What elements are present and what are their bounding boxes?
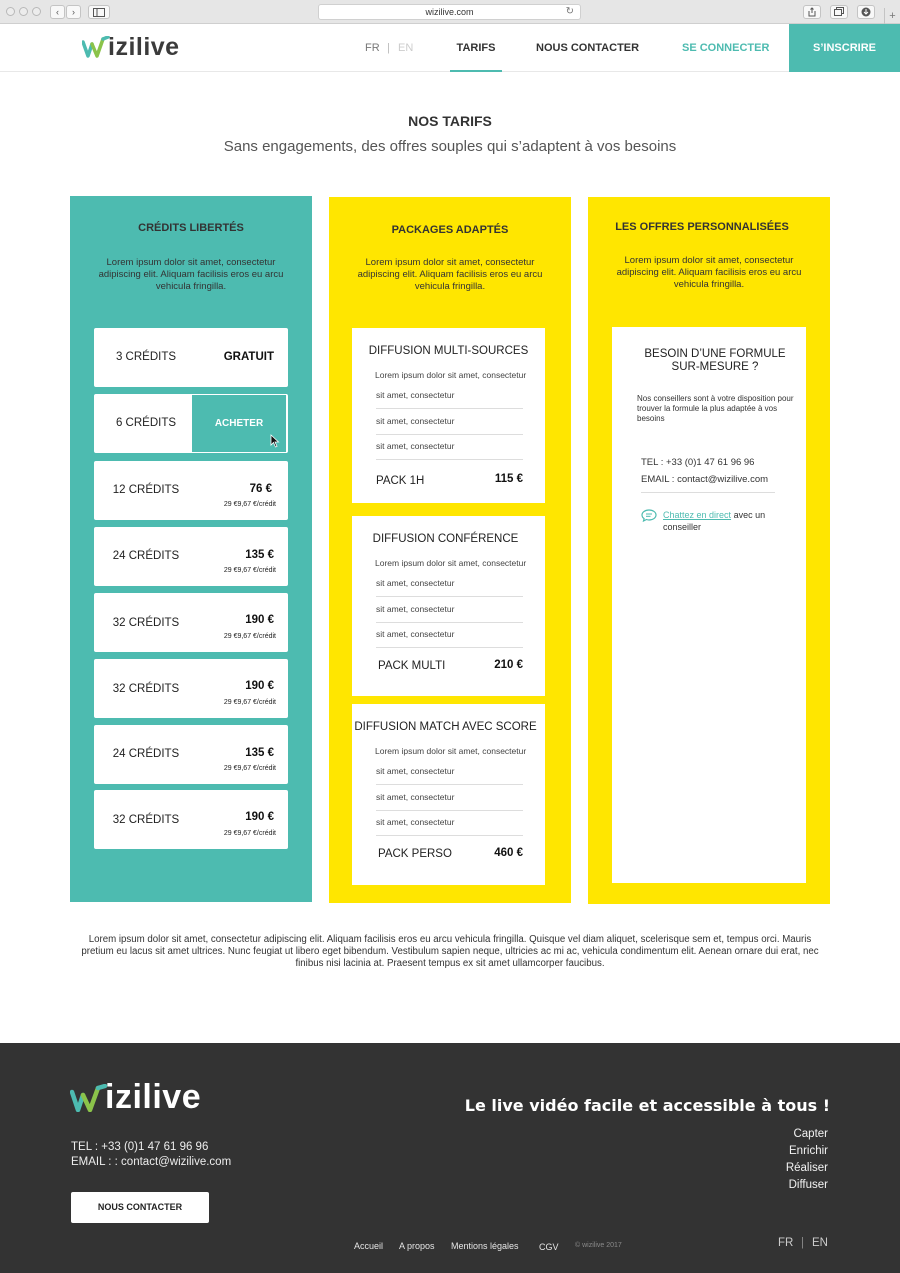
share-icon — [808, 7, 816, 17]
site-footer — [0, 1043, 900, 1273]
footer-lang-en[interactable]: EN — [812, 1237, 828, 1249]
new-tab-button[interactable]: + — [884, 8, 900, 24]
footer-email[interactable]: EMAIL : : contact@wizilive.com — [71, 1156, 232, 1168]
sidebar-icon — [93, 8, 105, 17]
credit-price: 190 € — [245, 680, 274, 692]
credits-title: CRÉDITS LIBERTÉS — [138, 222, 244, 234]
package-card[interactable] — [352, 704, 545, 885]
credit-option — [94, 394, 288, 453]
page-subtitle: Sans engagements, des offres souples qui s’adaptent à vos besoins — [223, 138, 677, 155]
credit-label: 3 CRÉDITS — [115, 351, 177, 363]
chat-link[interactable]: Chattez en direct — [663, 510, 732, 520]
footer-service-link[interactable]: Capter — [793, 1128, 828, 1140]
site-header — [0, 24, 900, 72]
package-feature: sit amet, consectetur — [376, 817, 523, 836]
buy-button[interactable]: ACHETER — [191, 394, 287, 453]
custom-title: LES OFFRES PERSONNALISÉES — [615, 221, 789, 233]
logo-mark-icon — [82, 36, 110, 58]
footer-tel: TEL : +33 (0)1 47 61 96 96 — [71, 1141, 209, 1153]
footer-service-link[interactable]: Diffuser — [788, 1179, 828, 1191]
package-feature: Lorem ipsum dolor sit amet, consectetur — [375, 370, 527, 380]
lang-en-link[interactable]: EN — [398, 42, 414, 54]
window-zoom-button[interactable] — [32, 7, 41, 16]
credits-description: Lorem ipsum dolor sit amet, consectetur adipiscing elit. Aliquam facilisis eros eu arcu vehicula fringilla. — [98, 257, 284, 292]
nav-login[interactable]: SE CONNECTER — [682, 42, 770, 54]
chat-text-rest: avec un conseiller — [663, 510, 766, 532]
packages-description: Lorem ipsum dolor sit amet, consectetur adipiscing elit. Aliquam facilisis eros eu arcu vehicula fringilla. — [357, 257, 543, 292]
package-feature: sit amet, consectetur — [376, 766, 523, 785]
custom-offer-card — [612, 327, 806, 883]
package-feature: sit amet, consectetur — [376, 792, 523, 811]
credit-option[interactable] — [94, 725, 288, 784]
credit-price: 190 € — [245, 811, 274, 823]
credit-option[interactable] — [94, 593, 288, 652]
credit-option[interactable] — [94, 790, 288, 849]
credits-column — [70, 196, 312, 902]
credit-label: 12 CRÉDITS — [112, 484, 180, 496]
footer-tagline: Le live vidéo facile et accessible à tous ! — [464, 1096, 830, 1115]
footer-lang-fr[interactable]: FR — [778, 1237, 794, 1249]
packages-column — [329, 197, 571, 903]
credit-label: 6 CRÉDITS — [115, 417, 177, 429]
credit-unit-price: 29 €9,67 €/crédit — [223, 699, 276, 706]
downloads-button[interactable] — [857, 5, 875, 19]
package-title: DIFFUSION CONFÉRENCE — [372, 533, 519, 545]
page-title: NOS TARIFS — [408, 113, 492, 129]
credit-unit-price: 29 €9,67 €/crédit — [223, 830, 276, 837]
footer-link-mentions[interactable]: Mentions légales — [451, 1241, 519, 1251]
package-feature: sit amet, consectetur — [376, 604, 523, 623]
credit-unit-price: 29 €9,67 €/crédit — [223, 501, 276, 508]
package-title: DIFFUSION MATCH AVEC SCORE — [354, 721, 537, 733]
credit-label: 24 CRÉDITS — [112, 748, 180, 760]
footer-copyright: © wizilive 2017 — [575, 1242, 622, 1249]
forward-button[interactable]: › — [66, 5, 81, 19]
nav-contact[interactable]: NOUS CONTACTER — [536, 42, 640, 54]
nav-tarifs[interactable]: TARIFS — [450, 24, 502, 72]
lang-fr-link[interactable]: FR — [365, 42, 380, 54]
package-feature: sit amet, consectetur — [376, 416, 523, 435]
sidebar-toggle-button[interactable] — [88, 5, 110, 19]
cursor-icon — [270, 434, 280, 448]
credit-price: 76 € — [249, 483, 272, 495]
credit-label: 24 CRÉDITS — [112, 550, 180, 562]
package-feature: Lorem ipsum dolor sit amet, consectetur — [375, 558, 527, 568]
credit-price: 190 € — [245, 614, 274, 626]
credit-price: 135 € — [245, 747, 274, 759]
package-name: PACK 1H — [376, 475, 425, 487]
window-close-button[interactable] — [6, 7, 15, 16]
credit-option[interactable] — [94, 659, 288, 718]
footer-lang-separator: | — [801, 1237, 804, 1249]
address-bar[interactable] — [318, 4, 581, 20]
download-icon — [861, 7, 871, 17]
package-price: 115 € — [494, 473, 523, 485]
footer-service-link[interactable]: Réaliser — [785, 1162, 828, 1174]
footer-logo[interactable] — [70, 1078, 240, 1116]
package-feature: sit amet, consectetur — [376, 390, 523, 409]
credit-option[interactable] — [94, 328, 288, 387]
package-name: PACK PERSO — [378, 848, 452, 860]
custom-card-text: Nos conseillers sont à votre disposition pour trouver la formule la plus adaptée à vos besoins — [637, 394, 794, 423]
custom-email[interactable]: EMAIL : contact@wizilive.com — [641, 474, 775, 493]
credit-price: GRATUIT — [223, 351, 274, 363]
package-card[interactable] — [352, 516, 545, 696]
credit-label: 32 CRÉDITS — [112, 617, 180, 629]
logo-text: izilive — [108, 33, 180, 61]
footer-link-accueil[interactable]: Accueil — [354, 1241, 384, 1251]
package-card[interactable] — [352, 328, 545, 503]
back-button[interactable]: ‹ — [50, 5, 65, 19]
browser-toolbar — [0, 0, 900, 24]
share-button[interactable] — [803, 5, 821, 19]
custom-description: Lorem ipsum dolor sit amet, consectetur adipiscing elit. Aliquam facilisis eros eu arcu vehicula fringilla. — [616, 255, 802, 290]
credit-label: 32 CRÉDITS — [112, 814, 180, 826]
tabs-button[interactable] — [830, 5, 848, 19]
custom-card-title: BESOIN D’UNE FORMULE SUR-MESURE ? — [644, 348, 786, 373]
site-logo[interactable] — [82, 33, 212, 63]
custom-tel: TEL : +33 (0)1 47 61 96 96 — [641, 457, 755, 468]
body-paragraph: Lorem ipsum dolor sit amet, consectetur adipiscing elit. Aliquam facilisis eros eu arcu vehicula fringilla. Quisque vel diam aliquet, scelerisque sem et, tempus orci. Mauris pretium eu lacus sit amet ultrices. Nunc feugiat ut libero eget bibendum. Vestibulum sapien neque, ultricies ac mi ac, vehicula condimentum elit. Aenean ornare dui erat, nec finibus nisi lacinia at. Praesent tempus ex sit amet ullamcorper faucibus. — [81, 934, 819, 969]
logo-mark-icon — [70, 1084, 108, 1112]
credit-unit-price: 29 €9,67 €/crédit — [223, 765, 276, 772]
chat-text — [663, 509, 783, 533]
package-feature: sit amet, consectetur — [376, 629, 523, 648]
url-text: wizilive.com — [425, 7, 474, 17]
package-price: 460 € — [494, 847, 523, 859]
package-feature: sit amet, consectetur — [376, 441, 523, 460]
chat-icon — [641, 509, 657, 522]
credit-option[interactable] — [94, 461, 288, 520]
packages-title: PACKAGES ADAPTÉS — [391, 224, 509, 236]
credit-option[interactable] — [94, 527, 288, 586]
credit-price: 135 € — [245, 549, 274, 561]
credit-unit-price: 29 €9,67 €/crédit — [223, 567, 276, 574]
window-minimize-button[interactable] — [19, 7, 28, 16]
package-feature: Lorem ipsum dolor sit amet, consectetur — [375, 746, 527, 756]
package-name: PACK MULTI — [378, 660, 446, 672]
footer-link-cgv[interactable]: CGV — [539, 1242, 559, 1252]
credit-unit-price: 29 €9,67 €/crédit — [223, 633, 276, 640]
footer-contact-button[interactable]: NOUS CONTACTER — [71, 1192, 209, 1223]
footer-service-link[interactable]: Enrichir — [789, 1145, 828, 1157]
lang-separator: | — [387, 42, 390, 54]
package-feature: sit amet, consectetur — [376, 578, 523, 597]
tabs-icon — [834, 7, 844, 16]
footer-link-apropos[interactable]: A propos — [399, 1241, 435, 1251]
custom-offers-column — [588, 197, 830, 904]
footer-logo-text: izilive — [105, 1078, 202, 1116]
reload-icon[interactable]: ↻ — [565, 6, 574, 17]
package-price: 210 € — [494, 659, 523, 671]
package-title: DIFFUSION MULTI-SOURCES — [368, 345, 529, 357]
credit-label: 32 CRÉDITS — [112, 683, 180, 695]
signup-button[interactable]: S’INSCRIRE — [789, 24, 900, 72]
